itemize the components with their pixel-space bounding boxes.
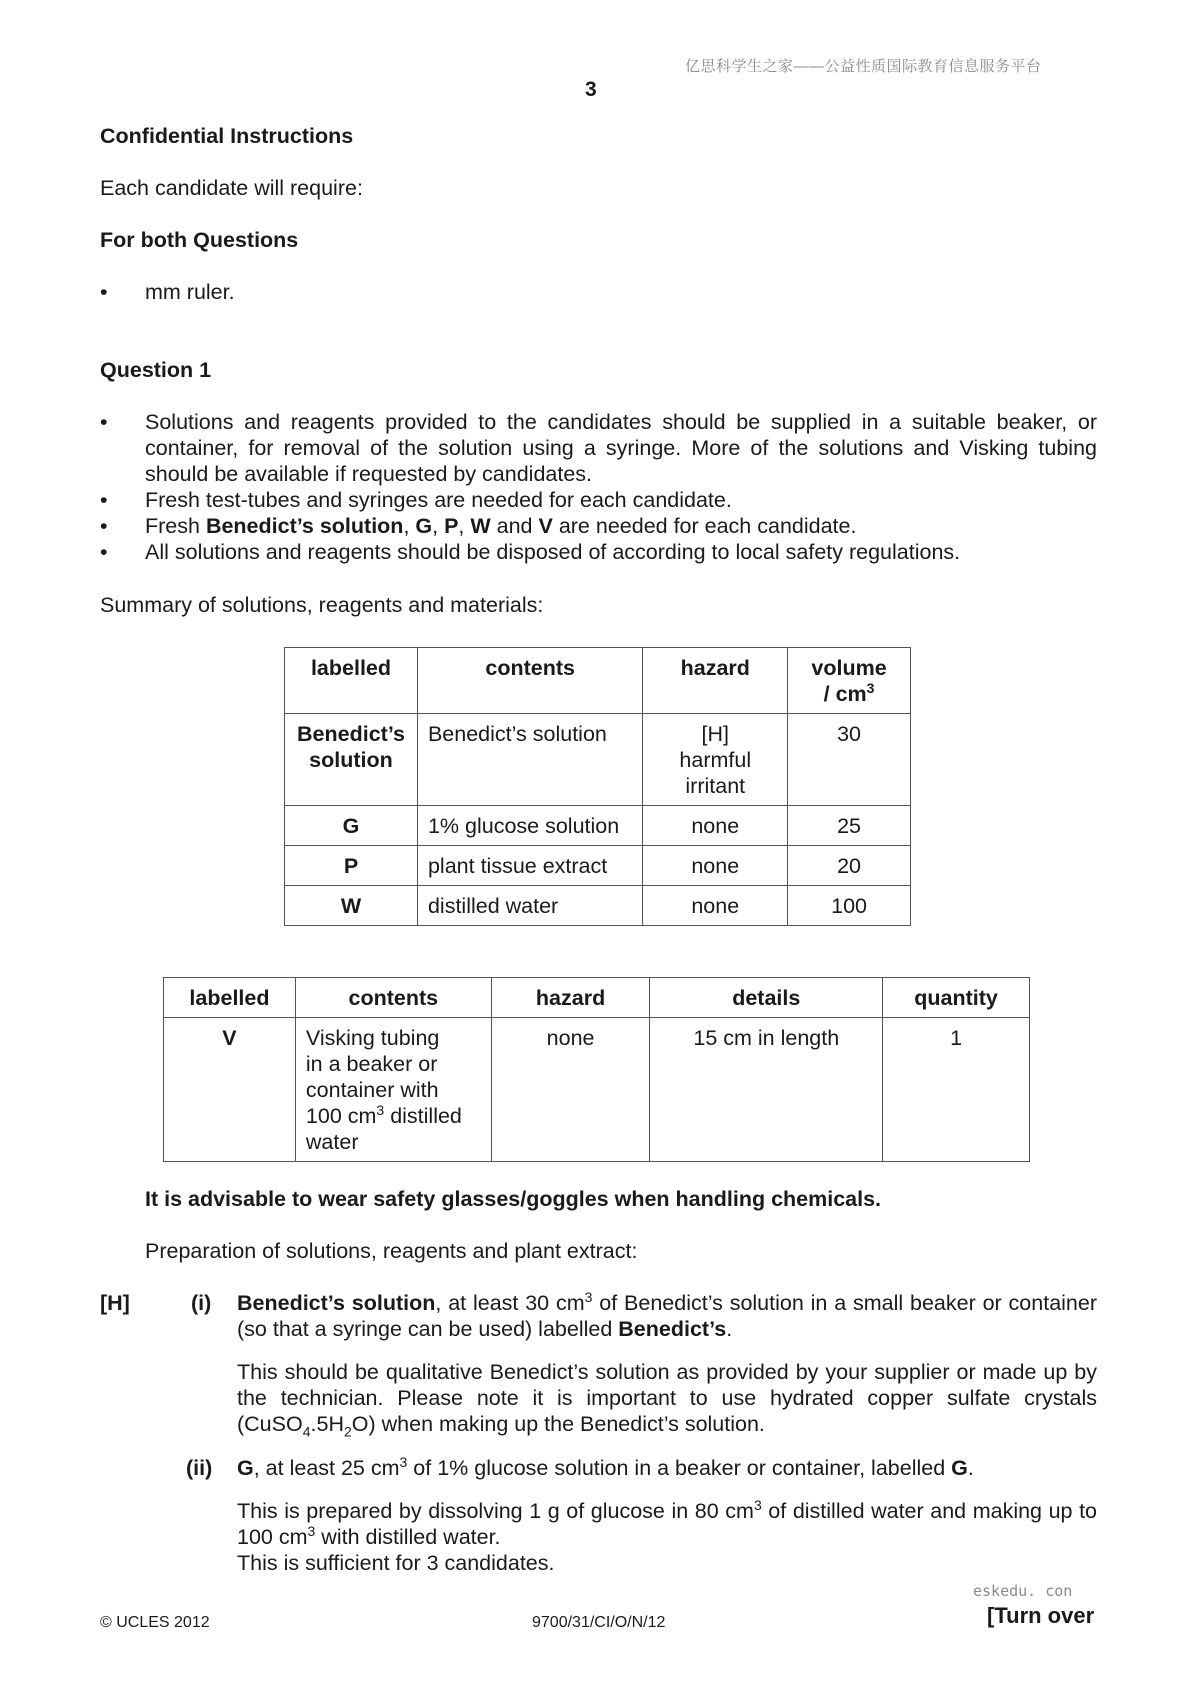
- item-ii-text: G, at least 25 $cm^3$ of 1% glucose solution in a beaker or container, labelled G.: [237, 1453, 974, 1480]
- cell-details: 15 cm in length: [650, 1018, 883, 1162]
- col-header: quantity: [883, 978, 1030, 1018]
- cell-label: Benedict’s solution: [285, 714, 418, 806]
- section-heading: Confidential Instructions: [100, 124, 354, 148]
- item-i-text: Benedict’s solution, at least 30 $cm^3$ of Benedict’s solution in a small beaker or container (so that a syringe can be used) labelled Benedict’s.: [237, 1288, 1097, 1341]
- item-ii-detail: This is prepared by dissolving 1 g of glucose in 80 $cm^3$ of distilled water and making up to 100 $cm^3$ with distilled water.: [237, 1496, 1098, 1549]
- cell-label: P: [285, 846, 418, 886]
- cell-hazard: [H] harmful irritant: [643, 714, 788, 806]
- bullet-fresh-reagents: Fresh Benedict’s solution, G, P, W and V are needed for each candidate.: [145, 514, 857, 538]
- cell-hazard: none: [643, 846, 788, 886]
- cell-volume: 20: [788, 846, 911, 886]
- table-row: [285, 714, 911, 806]
- bullet-icon: •: [100, 488, 108, 512]
- col-header: contents: [417, 648, 642, 714]
- both-questions-heading: For both Questions: [100, 228, 299, 252]
- table-row: [164, 1018, 1030, 1162]
- copyright: © UCLES 2012: [100, 1614, 210, 1631]
- col-header: labelled: [285, 648, 418, 714]
- table-row: [285, 806, 911, 846]
- page-number: 3: [585, 78, 597, 101]
- hazard-mark: [H]: [100, 1291, 130, 1315]
- table-row: [285, 846, 911, 886]
- paper-code: 9700/31/CI/O/N/12: [532, 1614, 666, 1631]
- cell-contents: 1% glucose solution: [417, 806, 642, 846]
- safety-note: It is advisable to wear safety glasses/goggles when handling chemicals.: [145, 1187, 882, 1211]
- summary-label: Summary of solutions, reagents and materials:: [100, 593, 544, 617]
- table-row: [285, 886, 911, 926]
- item-number: (ii): [186, 1456, 213, 1480]
- item-number: (i): [191, 1291, 212, 1315]
- col-header: labelled: [164, 978, 296, 1018]
- cell-volume: 25: [788, 806, 911, 846]
- cell-hazard: none: [643, 886, 788, 926]
- bullet-icon: •: [100, 514, 108, 538]
- bullet-icon: •: [100, 410, 108, 434]
- cell-label: W: [285, 886, 418, 926]
- ruler-item: mm ruler.: [145, 280, 235, 304]
- cell-contents: plant tissue extract: [417, 846, 642, 886]
- cell-label: G: [285, 806, 418, 846]
- solutions-table: [284, 647, 911, 926]
- question-1-heading: Question 1: [100, 358, 212, 382]
- cell-label: V: [164, 1018, 296, 1162]
- cell-contents: distilled water: [417, 886, 642, 926]
- intro-text: Each candidate will require:: [100, 176, 363, 200]
- cell-quantity: 1: [883, 1018, 1030, 1162]
- item-ii-note: This is sufficient for 3 candidates.: [237, 1551, 555, 1575]
- bullet-fresh-tubes: Fresh test-tubes and syringes are needed for each candidate.: [145, 488, 732, 512]
- col-header: volume / $cm^3$: [788, 648, 911, 714]
- bullet-disposal: All solutions and reagents should be disposed of according to local safety regulations.: [145, 540, 961, 564]
- cell-contents: Visking tubing in a beaker or container with 100 $cm^3$ distilled water: [295, 1018, 491, 1162]
- materials-table: [163, 977, 1030, 1162]
- turn-over: [Turn over: [987, 1603, 1095, 1628]
- item-i-detail: This should be qualitative Benedict’s solution as provided by your supplier or made up by the technician. Please note it is important to use hydrated copper sulfate crystals $(CuSO_4.5H_2O)$ when making up the Benedict’s solution.: [237, 1360, 1097, 1440]
- watermark-text: 亿思科学生之家——公益性质国际教育信息服务平台: [685, 58, 1042, 75]
- bullet-supply-text: Solutions and reagents provided to the candidates should be supplied in a suitable beaker, or container, for removal of the solution using a syringe. More of the solutions and Visking tubing should be available if requested by candidates.: [145, 410, 1097, 486]
- cell-contents: Benedict’s solution: [417, 714, 642, 806]
- cell-volume: 100: [788, 886, 911, 926]
- site-logo: eskedu. con: [973, 1582, 1073, 1600]
- col-header: details: [650, 978, 883, 1018]
- table-header-row: [164, 978, 1030, 1018]
- table-header-row: [285, 648, 911, 714]
- preparation-label: Preparation of solutions, reagents and plant extract:: [145, 1239, 638, 1263]
- cell-hazard: none: [491, 1018, 650, 1162]
- cell-volume: 30: [788, 714, 911, 806]
- col-header: hazard: [643, 648, 788, 714]
- col-header: hazard: [491, 978, 650, 1018]
- cell-hazard: none: [643, 806, 788, 846]
- col-header: contents: [295, 978, 491, 1018]
- bullet-icon: •: [100, 540, 108, 564]
- bullet-icon: •: [100, 280, 108, 304]
